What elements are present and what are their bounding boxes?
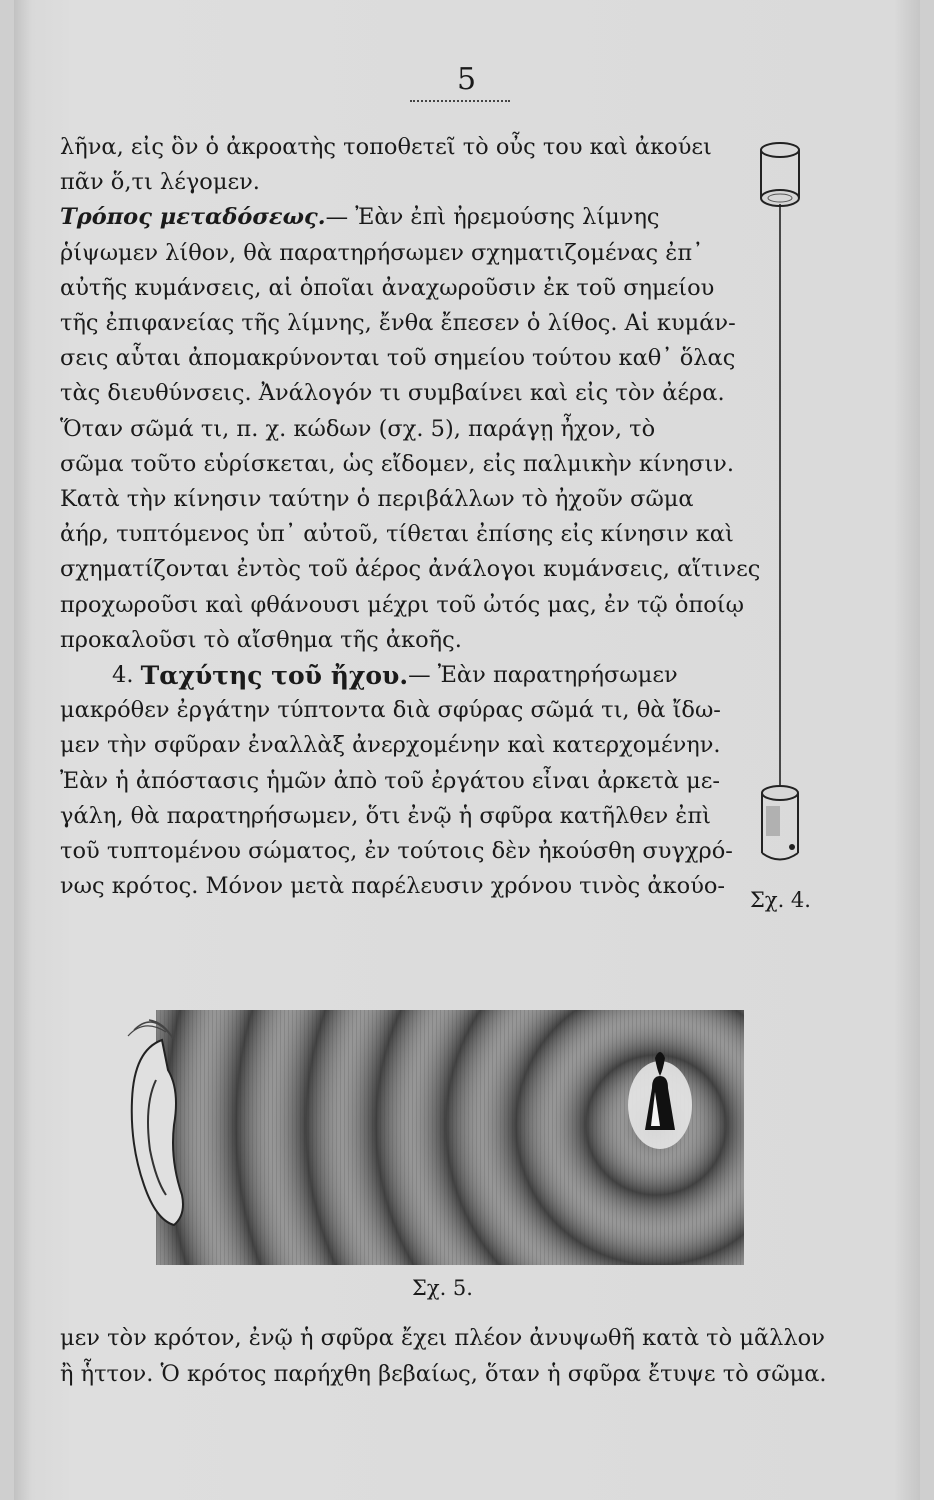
text-line: προκαλοῦσι τὸ αἴσθημα τῆς ἀκοῆς. — [60, 626, 462, 653]
section-number: 4. — [112, 662, 134, 689]
text-line: Ἐὰν ἡ ἀπόστασις ἡμῶν ἀπὸ τοῦ ἐργάτου εἶναι ἀρκετὰ με- — [60, 767, 721, 794]
text-line: σχηματίζονται ἐντὸς τοῦ ἀέρος ἀνάλογοι κυμάνσεις, αἵτινες — [60, 556, 761, 583]
section-text: — Ἐὰν παρατηρήσωμεν — [408, 662, 678, 689]
section-title-transmission: Τρόπος μεταδόσεως. — [60, 204, 326, 231]
page-number-rule — [410, 100, 510, 102]
text-line: μεν τὸν κρότον, ἐνῷ ἡ σφῦρα ἔχει πλέον ἀνυψωθῆ κατὰ τὸ μᾶλλον — [60, 1325, 825, 1351]
text-line: νως κρότος. Μόνον μετὰ παρέλευσιν χρόνου τινὸς ἀκούο- — [60, 873, 726, 900]
book-page — [14, 0, 920, 1500]
section-title-speed-of-sound: Ταχύτης τοῦ ἤχου. — [140, 661, 409, 691]
text-line: τῆς ἐπιφανείας τῆς λίμνης, ἔνθα ἔπεσεν ὁ λίθος. Αἱ κυμάν- — [60, 310, 736, 337]
text-line: ἢ ἧττον. Ὁ κρότος παρήχθη βεβαίως, ὅταν ἡ σφῦρα ἔτυψε τὸ σῶμα. — [60, 1361, 827, 1387]
text-line: σεις αὗται ἀπομακρύνονται τοῦ σημείου τούτου καθ᾽ ὅλας — [60, 345, 736, 372]
text-line: Ὅταν σῶμά τι, π. χ. κώδων (σχ. 5), παράγῃ ἦχον, τὸ — [60, 415, 656, 442]
figure-4-caption: Σχ. 4. — [750, 888, 811, 912]
text-line: ἀήρ, τυπτόμενος ὑπ᾽ αὐτοῦ, τίθεται ἐπίσης εἰς κίνησιν καὶ — [60, 521, 734, 548]
text-line: μακρόθεν ἐργάτην τύπτοντα διὰ σφύρας σῶμά τι, θὰ ἴδω- — [60, 697, 721, 724]
figure-5-sound-waves — [104, 1010, 744, 1265]
figure-5-caption: Σχ. 5. — [412, 1276, 473, 1300]
text-line: πᾶν ὅ,τι λέγομεν. — [60, 169, 260, 196]
text-line: μεν τὴν σφῦραν ἐναλλὰξ ἀνερχομένην καὶ κατερχομένην. — [60, 732, 721, 759]
text-line: ῥίψωμεν λίθον, θὰ παρατηρήσωμεν σχηματιζομένας ἐπ᾽ — [60, 239, 704, 266]
main-text — [60, 130, 760, 904]
text-line: σῶμα τοῦτο εὑρίσκεται, ὡς εἴδομεν, εἰς παλμικὴν κίνησιν. — [60, 450, 735, 477]
text-line: γάλη, θὰ παρατηρήσωμεν, ὅτι ἐνῷ ἡ σφῦρα κατῆλθεν ἐπὶ — [60, 802, 711, 829]
bottom-text — [60, 1320, 850, 1392]
section-heading-line — [60, 200, 760, 235]
text-line: τοῦ τυπτομένου σώματος, ἐν τούτοις δὲν ἠκούσθη συγχρό- — [60, 838, 733, 865]
text-line: αὐτῆς κυμάνσεις, αἱ ὁποῖαι ἀναχωροῦσιν ἐκ τοῦ σημείου — [60, 274, 715, 301]
section-text: — Ἐὰν ἐπὶ ἠρεμούσης λίμνης — [325, 204, 660, 231]
text-line: προχωροῦσι καὶ φθάνουσι μέχρι τοῦ ὠτός μας, ἐν τῷ ὁποίῳ — [60, 591, 744, 618]
section-heading-line — [60, 658, 760, 693]
figure-4-string-telephone — [754, 138, 834, 878]
text-line: λῆνα, εἰς ὃν ὁ ἀκροατὴς τοποθετεῖ τὸ οὖς του καὶ ἀκούει — [60, 134, 712, 160]
text-line: Κατὰ τὴν κίνησιν ταύτην ὁ περιβάλλων τὸ ἠχοῦν σῶμα — [60, 486, 694, 513]
page-number: 5 — [456, 62, 478, 97]
text-line: τὰς διευθύνσεις. Ἀνάλογόν τι συμβαίνει καὶ εἰς τὸν ἀέρα. — [60, 380, 725, 407]
